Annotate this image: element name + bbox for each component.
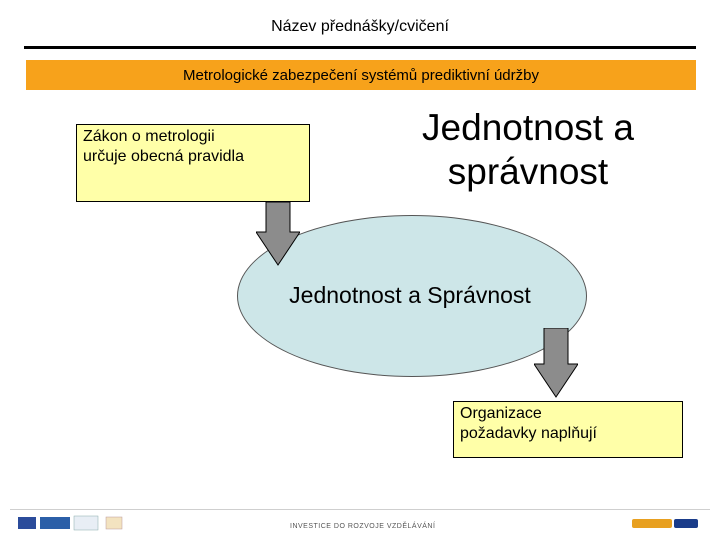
subtitle-text: Metrologické zabezpečení systémů prediktivní údržby <box>182 66 539 84</box>
down-arrow-lower <box>534 328 578 398</box>
eu-logos <box>18 513 128 533</box>
partner-logo <box>632 514 704 532</box>
msmt-logo <box>74 516 98 530</box>
law-box-line1: Zákon o metrologii <box>83 128 215 145</box>
page-header-title: Název přednášky/cvičení <box>271 18 449 35</box>
big-heading-line2: správnost <box>447 151 609 192</box>
eu-flag-logo <box>18 517 36 529</box>
big-heading-line1: Jednotnost a <box>422 107 634 148</box>
footer-divider <box>10 509 710 510</box>
law-box <box>76 124 310 202</box>
footer-text: INVESTICE DO ROZVOJE VZDĚLÁVÁNÍ <box>290 523 436 530</box>
partner-logo-word <box>674 519 698 528</box>
org-box-line1: Organizace <box>460 405 542 422</box>
big-heading <box>382 106 674 194</box>
header-divider <box>24 46 696 49</box>
down-arrow-upper <box>256 202 300 266</box>
organization-box <box>453 401 683 458</box>
ellipse-label: Jednotnost a Správnost <box>289 282 531 308</box>
org-box-line2: požadavky naplňují <box>460 425 597 442</box>
partner-logo-mark <box>632 519 672 528</box>
esf-logo <box>40 517 70 529</box>
op-logo <box>106 517 122 529</box>
law-box-line2: určuje obecná pravidla <box>83 148 244 165</box>
subtitle-bar <box>26 60 696 90</box>
